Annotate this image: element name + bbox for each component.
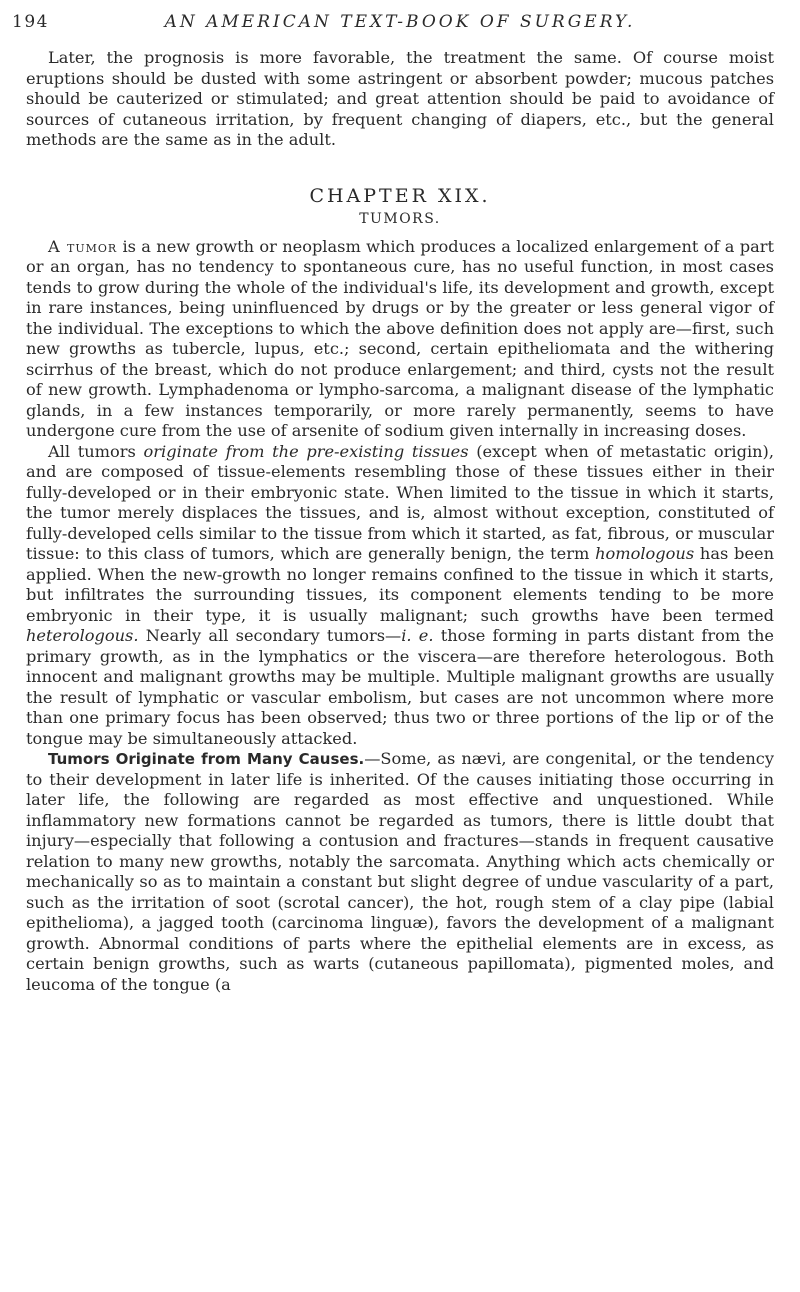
abbrev-ie: i. e. [401,626,434,645]
page-body [26,48,774,995]
text-run: All tumors [48,441,144,461]
intro-paragraph: Later, the prognosis is more favorable, the treatment the same. Of course moist eruptions should be dusted with some astringent or absorbent powder; mucous patches should be cauterized or stimulated; and great attention should be paid to avoidance of sources of cutaneous irritation, by frequent changing of diapers, etc., but the general methods are the same as in the adult. [26,48,774,149]
text-run: (except when of metastatic origin), and are composed of tissue-elements resembling those of these tissues either in their fully-developed or in their embryonic state. When limited to the tissue in which it starts, the tumor merely displaces the tissues, and is, almost without exception, constituted of fully-developed cells similar to the tissue from which it started, as fat, fibrous, or muscular tissue: to this class of tumors, which are generally benign, the term [26,441,775,563]
text-run: those forming in parts distant from the primary growth, as in the lymphatics or the viscera—are therefore heterologous. Both innocent and malignant growths may be multiple. Multiple malignant growths are usually the result of lymphatic or vascular embolism, but cases are not uncommon where more than one primary focus has been observed; thus two or three portions of the lip or of the tongue may be simultaneously attacked. [26,626,774,748]
text-run: has been applied. When the new-growth no longer remains confined to the tissue in which it starts, but infiltrates the surrounding tissues, its component elements tending to be more embryonic in their type, it is usually malignant; such growths have been termed [26,544,775,625]
italic-phrase: originate from the pre-existing tissues [143,441,469,461]
text-run: Nearly all secondary tumors— [138,626,402,645]
page-number: 194 [12,12,49,32]
running-head: AN AMERICAN TEXT-BOOK OF SURGERY. [164,12,636,32]
paragraph-text: —Some, as nævi, are congenital, or the tendency to their development in later life is inherited. Of the causes initiating those occurring in later life, the following are regarded as most effective and unquestioned. While inflammatory new formations cannot be regarded as tumors, there is little doubt that injury—especially that following a contusion and fractures—stands in frequent causative relation to many new growths, notably the sarcomata. Anything which acts chemically or mechanically so as to maintain a constant but slight degree of undue vascularity of a part, such as the irritation of soot (scrotal cancer), the hot, rough stem of a clay pipe (labial epithelioma), a jagged tooth (carcinoma linguæ), favors the development of a malignant growth. Abnormal conditions of parts where the epithelial elements are in excess, as certain benign growths, such as warts (cutaneous papillomata), pigmented moles, and leucoma of the tongue (a [26,749,774,994]
lead-words: A tumor [48,236,118,256]
paragraph-origin [26,442,774,750]
paragraph-text: is a new growth or neoplasm which produces a localized enlargement of a part or an organ, has no tendency to spontaneous cure, has no useful function, in most cases tends to grow during the whole of the individual's life, its development and growth, except in rare instances, being uninfluenced by drugs or by the greater or less general vigor of the individual. The exceptions to which the above definition does not apply are—first, such new growths as tubercle, lupus, etc.; second, certain epitheliomata and the withering scirrhus of the breast, which do not produce enlargement; and third, cysts not the result of new growth. Lymphadenoma or lympho-sarcoma, a malignant disease of the lymphatic glands, in a few instances temporarily, or more rarely permanently, seems to have undergone cure from the use of arsenite of sodium given internally in increasing doses. [26,236,774,440]
page-header [12,12,788,42]
section-heading: Tumors Originate from Many Causes. [48,750,365,768]
term-homologous: homologous [595,544,695,563]
paragraph-definition [26,237,774,442]
chapter-subtitle: TUMORS. [359,210,441,227]
chapter-title: CHAPTER XIX. [309,184,491,207]
term-heterologous: heterologous. [26,626,139,645]
paragraph-causes [26,749,774,995]
